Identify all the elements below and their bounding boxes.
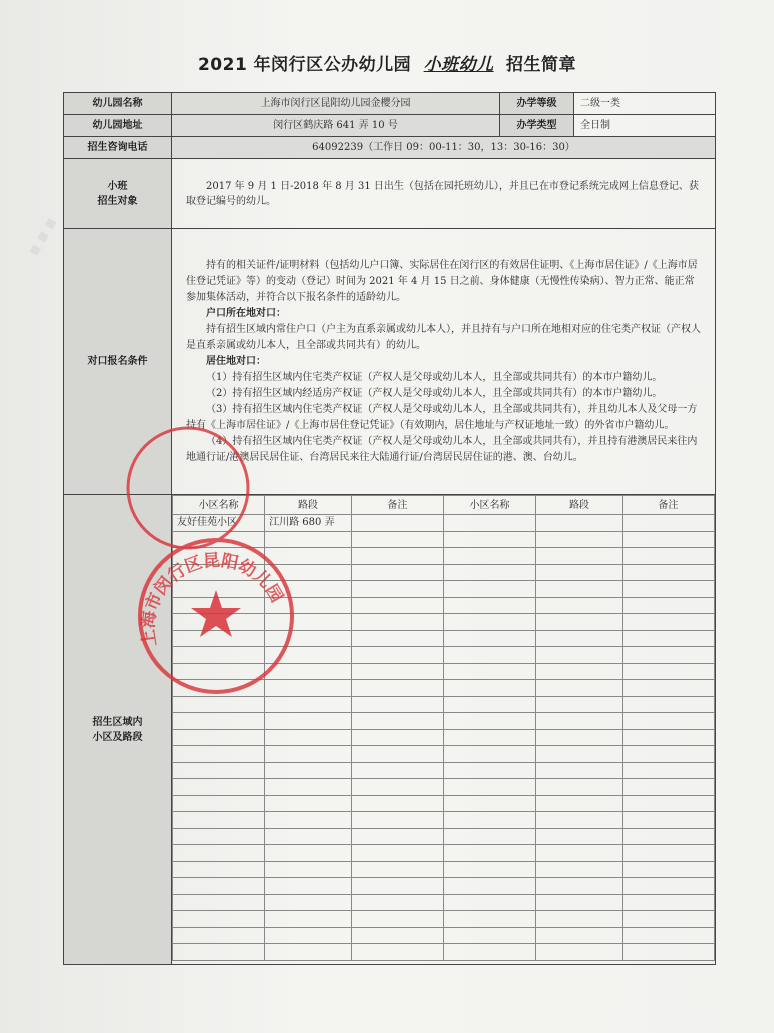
- zone-cell-value: [536, 927, 623, 944]
- zone-cell-value: [173, 647, 265, 664]
- residence-heading: 居住地对口：: [206, 355, 266, 367]
- zone-cell-value: [443, 911, 535, 928]
- zone-cell-value: [443, 663, 535, 680]
- zone-cell-value: [622, 828, 714, 845]
- label-zone-line2: 小区及路段: [92, 731, 143, 743]
- zone-cell-value: [443, 927, 535, 944]
- zone-cell-value: [536, 911, 623, 928]
- zone-row: [173, 845, 715, 862]
- zone-cell-value: [265, 729, 352, 746]
- zone-cell-value: [173, 927, 265, 944]
- zone-cell: [172, 495, 716, 965]
- zone-cell-value: [265, 647, 352, 664]
- watermark-left: ⋯: [8, 203, 78, 271]
- zone-cell-value: [173, 630, 265, 647]
- label-school-type: 办学类型: [500, 115, 574, 137]
- zone-cell-value: [443, 944, 535, 961]
- zone-cell-value: [173, 878, 265, 895]
- value-consult-phone: 64092239（工作日 09：00-11：30，13：30-16：30）: [172, 137, 716, 159]
- row-consult-phone: [64, 137, 716, 159]
- zone-cell-value: [536, 746, 623, 763]
- zone-cell-value: [173, 531, 265, 548]
- zone-cell-value: [443, 779, 535, 796]
- zone-cell-value: [443, 581, 535, 598]
- zone-cell-value: [622, 647, 714, 664]
- zone-cell-value: [536, 878, 623, 895]
- zone-cell-value: [443, 746, 535, 763]
- title-suffix: 招生简章: [506, 55, 577, 75]
- zone-cell-value: [173, 663, 265, 680]
- zone-cell-value: [622, 927, 714, 944]
- zone-row: [173, 762, 715, 779]
- label-kindergarten-address: 幼儿园地址: [64, 115, 172, 137]
- zone-cell-value: [265, 564, 352, 581]
- zone-row: [173, 894, 715, 911]
- zone-cell-value: [443, 828, 535, 845]
- zone-cell-value: [351, 614, 443, 631]
- zone-cell-value: [265, 812, 352, 829]
- zone-cell-value: [443, 812, 535, 829]
- value-kindergarten-address: 闵行区鹤庆路 641 弄 10 号: [172, 115, 500, 137]
- zone-cell-value: [536, 548, 623, 565]
- zone-cell-value: [536, 647, 623, 664]
- label-target-line2: 招生对象: [97, 195, 138, 207]
- zone-cell-value: [443, 729, 535, 746]
- zone-cell-value: [351, 680, 443, 697]
- residence-item-3: （3）持有招生区域内住宅类产权证（产权人是父母或幼儿本人，且全部或共同共有），并且幼儿本人及父母一方持有《上海市居住证》/《上海市居住登记凭证》（有效期内，居住地址与产权证地址一致）的外省市户籍幼儿。: [186, 403, 698, 431]
- zone-row: [173, 746, 715, 763]
- zone-cell-value: [622, 878, 714, 895]
- zone-cell-value: [265, 779, 352, 796]
- zone-cell-value: [351, 564, 443, 581]
- zone-cell-value: [173, 548, 265, 565]
- zone-header-note-2: 备注: [622, 496, 714, 515]
- zone-cell-value: [351, 548, 443, 565]
- zone-cell-value: [351, 713, 443, 730]
- zone-cell-value: [173, 564, 265, 581]
- zone-cell-value: [265, 762, 352, 779]
- zone-cell-value: [351, 878, 443, 895]
- zone-cell-value: [622, 515, 714, 532]
- label-consult-phone: 招生咨询电话: [64, 137, 172, 159]
- zone-cell-value: [173, 828, 265, 845]
- zone-cell-value: [622, 812, 714, 829]
- zone-cell-value: [265, 828, 352, 845]
- zone-header-note-1: 备注: [351, 496, 443, 515]
- zone-cell-value: [265, 614, 352, 631]
- zone-cell-value: [622, 531, 714, 548]
- zone-cell-value: [173, 729, 265, 746]
- zone-cell-value: [265, 795, 352, 812]
- zone-cell-value: [265, 696, 352, 713]
- label-zone-line1: 招生区域内: [92, 716, 143, 728]
- residence-item-4: （4）持有招生区域内住宅类产权证（产权人是父母或幼儿本人，且全部或共同共有），并且持有港澳居民来往内地通行证/港澳居民居住证、台湾居民来往大陆通行证/台湾居民居住证的港、澳、台幼儿。: [186, 435, 698, 463]
- zone-table: [172, 495, 715, 961]
- zone-cell-value: [443, 713, 535, 730]
- zone-row: [173, 630, 715, 647]
- zone-cell-value: [622, 581, 714, 598]
- zone-cell-value: [622, 944, 714, 961]
- zone-cell-value: [443, 845, 535, 862]
- zone-cell-value: [351, 812, 443, 829]
- zone-cell-value: [265, 548, 352, 565]
- zone-cell-value: [265, 944, 352, 961]
- label-target: [64, 159, 172, 229]
- zone-row: [173, 944, 715, 961]
- zone-cell-value: [265, 680, 352, 697]
- page-title: [0, 50, 774, 75]
- zone-cell-value: [536, 845, 623, 862]
- zone-cell-value: [536, 828, 623, 845]
- zone-cell-value: [536, 779, 623, 796]
- zone-row: [173, 581, 715, 598]
- zone-cell-value: [443, 531, 535, 548]
- zone-row: [173, 663, 715, 680]
- zone-cell-value: [351, 729, 443, 746]
- zone-row: [173, 515, 715, 532]
- seal-text: 上海市闵行区昆阳幼儿园: [138, 550, 287, 648]
- zone-cell-value: [351, 630, 443, 647]
- zone-cell-value: [536, 564, 623, 581]
- zone-cell-value: [173, 795, 265, 812]
- zone-cell-value: [351, 531, 443, 548]
- zone-cell-value: [622, 845, 714, 862]
- zone-row: [173, 795, 715, 812]
- zone-row: [173, 680, 715, 697]
- zone-cell-value: [622, 564, 714, 581]
- zone-row: [173, 713, 715, 730]
- value-kindergarten-name: 上海市闵行区昆阳幼儿园金樱分园: [172, 93, 500, 115]
- zone-cell-value: [622, 894, 714, 911]
- zone-cell-value: [443, 548, 535, 565]
- zone-cell-value: [173, 944, 265, 961]
- zone-cell-value: [173, 696, 265, 713]
- zone-cell-value: [173, 614, 265, 631]
- zone-row: [173, 779, 715, 796]
- zone-cell-value: [265, 861, 352, 878]
- zone-cell-value: [622, 729, 714, 746]
- zone-cell-value: [622, 746, 714, 763]
- zone-cell-value: [536, 762, 623, 779]
- zone-cell-value: [173, 861, 265, 878]
- label-kindergarten-name: 幼儿园名称: [64, 93, 172, 115]
- zone-cell-value: [443, 795, 535, 812]
- zone-cell-value: [173, 581, 265, 598]
- zone-cell-value: [443, 894, 535, 911]
- zone-cell-value: [173, 911, 265, 928]
- zone-header-name-1: 小区名称: [173, 496, 265, 515]
- zone-cell-value: [265, 713, 352, 730]
- zone-body: [173, 515, 715, 961]
- zone-row: [173, 548, 715, 565]
- zone-cell-value: [351, 762, 443, 779]
- zone-row: [173, 647, 715, 664]
- zone-row: [173, 812, 715, 829]
- zone-header-road-2: 路段: [536, 496, 623, 515]
- zone-cell-value: [536, 894, 623, 911]
- zone-cell-value: [173, 894, 265, 911]
- zone-header-road-1: 路段: [265, 496, 352, 515]
- zone-cell-value: [351, 845, 443, 862]
- conditions-intro: 持有的相关证件/证明材料（包括幼儿户口簿、实际居住在闵行区的有效居住证明、《上海市居住证》/《上海市居住登记凭证》等）的变动（登记）时间为 2021 年 4 月 15 日之前、身体健康（无慢性传染病）、智力正常、能正常参加集体活动，并符合以下报名条件的适龄幼儿。: [186, 259, 698, 303]
- zone-header-row: [173, 496, 715, 515]
- zone-cell-value: [351, 779, 443, 796]
- zone-cell-value: [443, 515, 535, 532]
- zone-cell-value: [265, 845, 352, 862]
- title-highlight: 小班幼儿: [423, 55, 494, 75]
- zone-cell-value: [173, 762, 265, 779]
- zone-cell-value: [622, 762, 714, 779]
- zone-cell-value: [536, 663, 623, 680]
- zone-cell-value: [173, 812, 265, 829]
- zone-cell-value: [622, 548, 714, 565]
- zone-cell-value: [536, 531, 623, 548]
- enrollment-form-table: [63, 92, 716, 965]
- target-text: 2017 年 9 月 1 日-2018 年 8 月 31 日出生（包括在园托班幼儿），并且已在市登记系统完成网上信息登记、获取登记编号的幼儿。: [186, 180, 699, 207]
- zone-cell-value: [351, 696, 443, 713]
- zone-cell-value: [622, 795, 714, 812]
- zone-cell-value: [351, 663, 443, 680]
- zone-cell-value: [536, 696, 623, 713]
- zone-cell-value: [536, 944, 623, 961]
- value-school-grade: 二级一类: [574, 93, 716, 115]
- zone-cell-value: [351, 927, 443, 944]
- zone-cell-value: [443, 614, 535, 631]
- zone-cell-value: [173, 779, 265, 796]
- zone-cell-value: 友好佳苑小区: [173, 515, 265, 532]
- zone-cell-value: [536, 597, 623, 614]
- zone-cell-value: [351, 828, 443, 845]
- row-conditions: [64, 229, 716, 495]
- hukou-text: 持有招生区域内常住户口（户主为直系亲属或幼儿本人），并且持有与户口所在地相对应的住宅类产权证（产权人是直系亲属或幼儿本人，且全部或共同共有）的幼儿。: [186, 323, 701, 351]
- zone-cell-value: 江川路 680 弄: [265, 515, 352, 532]
- zone-cell-value: [265, 630, 352, 647]
- zone-row: [173, 911, 715, 928]
- zone-cell-value: [622, 614, 714, 631]
- zone-cell-value: [536, 630, 623, 647]
- zone-cell-value: [443, 564, 535, 581]
- zone-cell-value: [536, 680, 623, 697]
- zone-cell-value: [622, 861, 714, 878]
- zone-cell-value: [622, 630, 714, 647]
- zone-cell-value: [351, 515, 443, 532]
- zone-cell-value: [265, 581, 352, 598]
- hukou-heading: 户口所在地对口：: [206, 307, 286, 319]
- zone-cell-value: [443, 630, 535, 647]
- zone-row: [173, 696, 715, 713]
- zone-cell-value: [351, 746, 443, 763]
- zone-cell-value: [351, 861, 443, 878]
- zone-cell-value: [265, 746, 352, 763]
- zone-row: [173, 878, 715, 895]
- zone-cell-value: [351, 911, 443, 928]
- zone-cell-value: [536, 713, 623, 730]
- zone-cell-value: [443, 878, 535, 895]
- zone-cell-value: [351, 647, 443, 664]
- zone-cell-value: [265, 911, 352, 928]
- zone-cell-value: [622, 597, 714, 614]
- zone-cell-value: [622, 663, 714, 680]
- zone-row: [173, 531, 715, 548]
- zone-cell-value: [536, 581, 623, 598]
- zone-cell-value: [622, 713, 714, 730]
- zone-cell-value: [351, 944, 443, 961]
- zone-cell-value: [443, 762, 535, 779]
- zone-cell-value: [536, 614, 623, 631]
- label-school-grade: 办学等级: [500, 93, 574, 115]
- zone-cell-value: [536, 795, 623, 812]
- zone-cell-value: [536, 729, 623, 746]
- residence-item-2: （2）持有招生区域内经适房产权证（产权人是父母或幼儿本人，且全部或共同共有）的本市户籍幼儿。: [206, 387, 663, 399]
- zone-row: [173, 861, 715, 878]
- zone-cell-value: [536, 812, 623, 829]
- zone-cell-value: [622, 680, 714, 697]
- value-conditions: [172, 229, 716, 495]
- zone-cell-value: [351, 894, 443, 911]
- zone-cell-value: [351, 597, 443, 614]
- row-kindergarten-name: [64, 93, 716, 115]
- label-conditions: 对口报名条件: [64, 229, 172, 495]
- zone-cell-value: [173, 680, 265, 697]
- label-zone: [64, 495, 172, 965]
- zone-cell-value: [173, 597, 265, 614]
- zone-cell-value: [443, 861, 535, 878]
- zone-cell-value: [443, 597, 535, 614]
- row-kindergarten-address: [64, 115, 716, 137]
- zone-cell-value: [265, 597, 352, 614]
- value-school-type: 全日制: [574, 115, 716, 137]
- zone-row: [173, 927, 715, 944]
- zone-cell-value: [173, 713, 265, 730]
- zone-row: [173, 597, 715, 614]
- row-target: [64, 159, 716, 229]
- zone-row: [173, 828, 715, 845]
- zone-cell-value: [265, 531, 352, 548]
- row-zone: [64, 495, 716, 965]
- zone-cell-value: [622, 911, 714, 928]
- zone-row: [173, 564, 715, 581]
- residence-item-1: （1）持有招生区域内住宅类产权证（产权人是父母或幼儿本人，且全部或共同共有）的本市户籍幼儿。: [206, 371, 663, 383]
- label-target-line1: 小班: [107, 180, 128, 192]
- zone-cell-value: [622, 696, 714, 713]
- zone-cell-value: [265, 663, 352, 680]
- zone-cell-value: [443, 696, 535, 713]
- title-prefix: 2021 年闵行区公办幼儿园: [197, 55, 412, 75]
- zone-cell-value: [173, 746, 265, 763]
- zone-cell-value: [536, 515, 623, 532]
- zone-cell-value: [265, 927, 352, 944]
- zone-cell-value: [173, 845, 265, 862]
- zone-cell-value: [265, 878, 352, 895]
- value-target: [172, 159, 716, 229]
- zone-cell-value: [622, 779, 714, 796]
- zone-header-name-2: 小区名称: [443, 496, 535, 515]
- zone-cell-value: [536, 861, 623, 878]
- zone-cell-value: [351, 581, 443, 598]
- zone-row: [173, 729, 715, 746]
- zone-cell-value: [443, 680, 535, 697]
- zone-row: [173, 614, 715, 631]
- zone-cell-value: [351, 795, 443, 812]
- zone-cell-value: [265, 894, 352, 911]
- zone-cell-value: [443, 647, 535, 664]
